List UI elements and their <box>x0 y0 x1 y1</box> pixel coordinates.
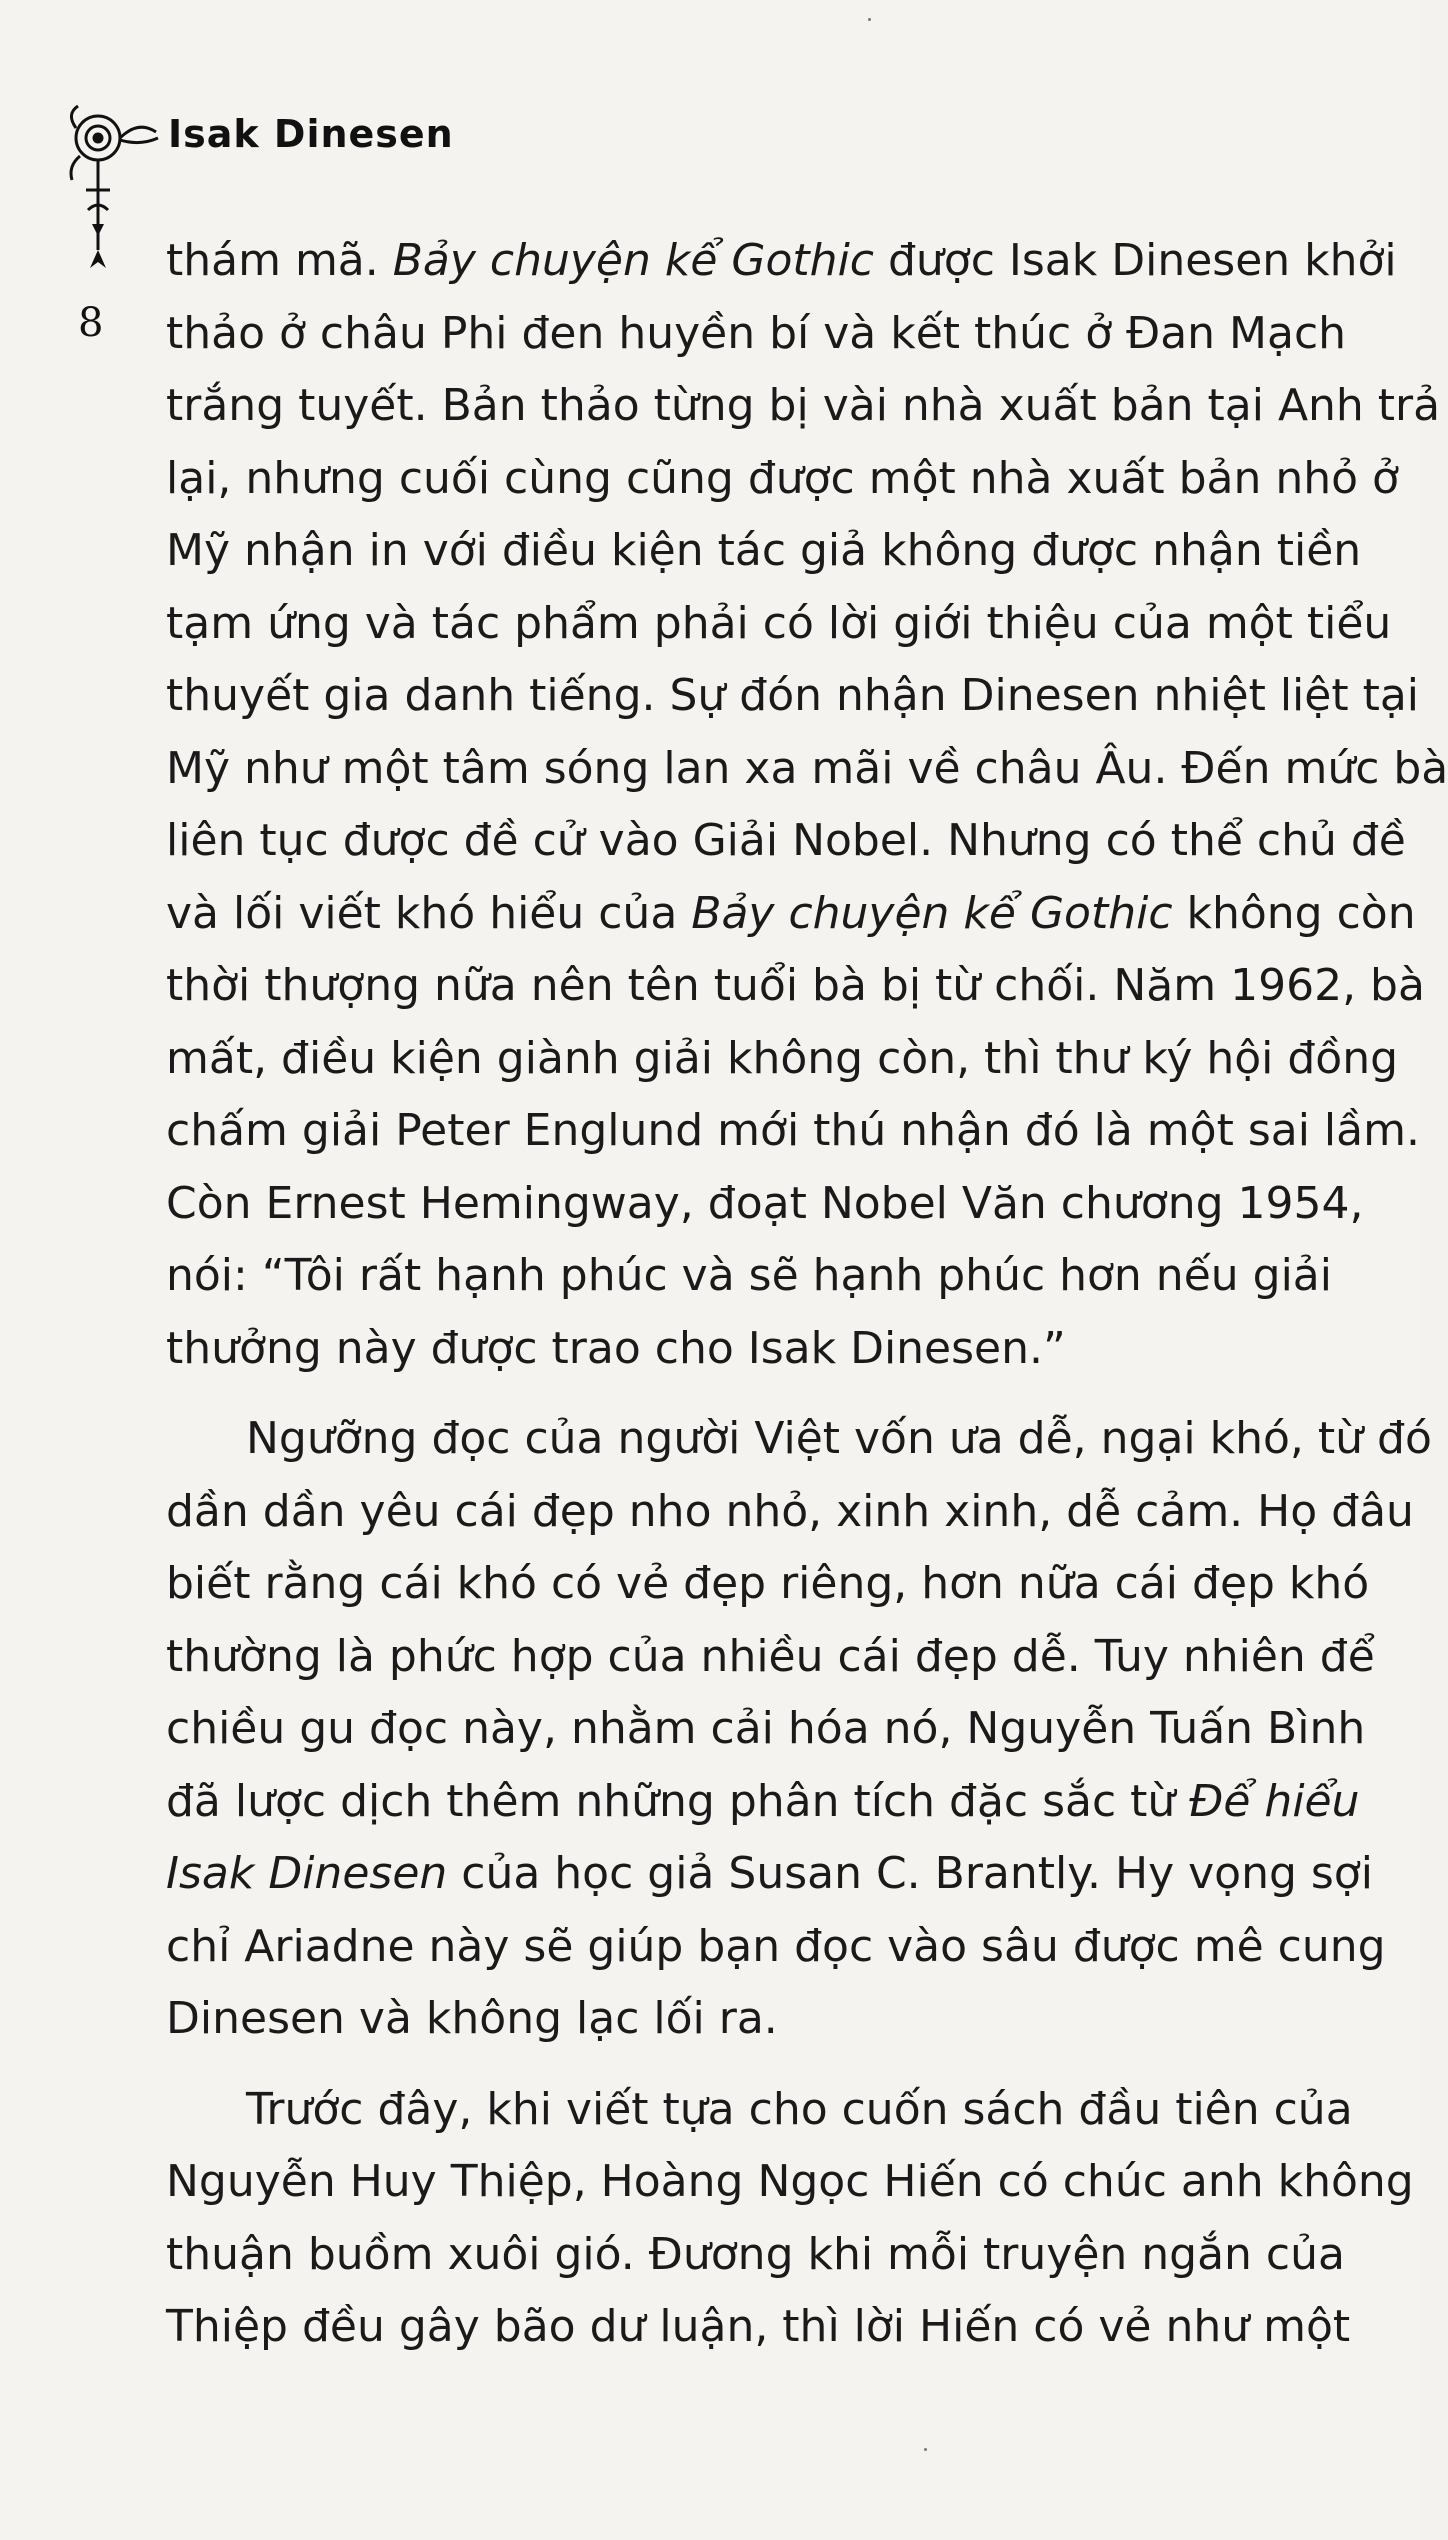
text-run: chỉ Ariadne này sẽ giúp bạn đọc vào sâu được mê cung <box>166 1920 1386 1972</box>
italic-title-run: Isak Dinesen <box>166 1848 448 1899</box>
paper-speck <box>924 2448 927 2451</box>
text-run: thảo ở châu Phi đen huyền bí và kết thúc ở Đan Mạch <box>166 307 1347 359</box>
text-run: chiều gu đọc này, nhằm cải hóa nó, Nguyễn Tuấn Bình <box>166 1703 1366 1754</box>
text-run: không còn <box>1172 887 1416 939</box>
text-run: của học giả Susan C. Brantly. Hy vọng sợi <box>447 1848 1373 1899</box>
text-run: biết rằng cái khó có vẻ đẹp riêng, hơn nữa cái đẹp khó <box>166 1558 1370 1609</box>
text-line <box>166 443 1399 516</box>
paragraph <box>166 225 1448 1385</box>
text-run: lại, nhưng cuối cùng cũng được một nhà xuất bản nhỏ ở <box>166 452 1399 504</box>
text-run: Nguyễn Huy Thiệp, Hoàng Ngọc Hiến có chúc anh không <box>166 2156 1414 2207</box>
text-run: thuận buồm xuôi gió. Đương khi mỗi truyện ngắn của <box>166 2228 1345 2280</box>
text-line <box>166 805 1406 878</box>
text-run: trắng tuyết. Bản thảo từng bị vài nhà xuất bản tại Anh trả <box>166 380 1441 431</box>
text-line <box>166 878 1416 951</box>
paper-speck <box>868 18 871 21</box>
text-line <box>166 1548 1370 1621</box>
text-line <box>166 1766 1360 1839</box>
text-line <box>166 298 1347 371</box>
text-line <box>166 2291 1351 2364</box>
text-line <box>166 370 1441 443</box>
text-line <box>166 733 1448 806</box>
text-run: thời thượng nữa nên tên tuổi bà bị từ chối. Năm 1962, bà <box>166 960 1425 1011</box>
running-head: Isak Dinesen <box>168 112 454 156</box>
text-line <box>166 950 1425 1023</box>
text-run: liên tục được đề cử vào Giải Nobel. Nhưng có thể chủ đề <box>166 815 1406 866</box>
italic-title-run: Bảy chuyện kể Gothic <box>691 887 1173 939</box>
text-line <box>166 515 1362 588</box>
text-line <box>166 1983 1326 2056</box>
text-line <box>166 1621 1375 1694</box>
text-line <box>166 1911 1386 1984</box>
italic-title-run: Bảy chuyện kể Gothic <box>392 235 874 286</box>
text-run: dần dần yêu cái đẹp nho nhỏ, xinh xinh, dễ cảm. Họ đâu <box>166 1485 1414 1537</box>
italic-title-run: Để hiểu <box>1189 1775 1360 1827</box>
text-run: được Isak Dinesen khởi <box>873 235 1397 286</box>
text-run: nói: “Tôi rất hạnh phúc và sẽ hạnh phúc hơn nếu giải <box>166 1250 1332 1301</box>
text-run: thường là phức hợp của nhiều cái đẹp dễ. Tuy nhiên để <box>166 1630 1375 1682</box>
text-line <box>166 2074 1353 2147</box>
text-run: chấm giải Peter Englund mới thú nhận đó là một sai lầm. <box>166 1105 1420 1156</box>
text-run: thuyết gia danh tiếng. Sự đón nhận Dinesen nhiệt liệt tại <box>166 670 1420 721</box>
text-run: và lối viết khó hiểu của <box>166 887 692 939</box>
text-line <box>166 1403 1432 1476</box>
text-line <box>166 2219 1345 2292</box>
text-line <box>166 1838 1373 1911</box>
text-run: thám mã. <box>166 235 393 286</box>
text-run: tạm ứng và tác phẩm phải có lời giới thiệu của một tiểu <box>166 597 1392 649</box>
body-text <box>166 225 1448 2364</box>
text-run: Dinesen và không lạc lối ra. <box>166 1993 778 2044</box>
text-run: Trước đây, khi viết tựa cho cuốn sách đầu tiên của <box>246 2083 1353 2135</box>
page-number: 8 <box>78 300 104 346</box>
text-line <box>166 660 1420 733</box>
paragraph <box>166 2074 1414 2364</box>
text-run: Còn Ernest Hemingway, đoạt Nobel Văn chương 1954, <box>166 1177 1364 1229</box>
text-line <box>166 1476 1414 1549</box>
text-line <box>166 1313 1326 1386</box>
text-run: đã lược dịch thêm những phân tích đặc sắc từ <box>166 1775 1190 1827</box>
text-line <box>166 588 1392 661</box>
text-run: Thiệp đều gây bão dư luận, thì lời Hiến có vẻ như một <box>166 2301 1351 2352</box>
text-line <box>166 1168 1364 1241</box>
text-line <box>166 2146 1414 2219</box>
text-line <box>166 225 1397 298</box>
text-run: Mỹ như một tâm sóng lan xa mãi về châu Âu. Đến mức bà <box>166 742 1448 794</box>
text-run: mất, điều kiện giành giải không còn, thì thư ký hội đồng <box>166 1032 1399 1084</box>
text-run: Ngưỡng đọc của người Việt vốn ưa dễ, ngại khó, từ đó <box>246 1413 1432 1464</box>
text-run: thưởng này được trao cho Isak Dinesen.” <box>166 1322 1066 1374</box>
text-run: Mỹ nhận in với điều kiện tác giả không được nhận tiền <box>166 525 1362 576</box>
text-line <box>166 1240 1332 1313</box>
paragraph <box>166 1403 1432 2056</box>
text-line <box>166 1095 1420 1168</box>
text-line <box>166 1693 1366 1766</box>
text-line <box>166 1023 1399 1096</box>
